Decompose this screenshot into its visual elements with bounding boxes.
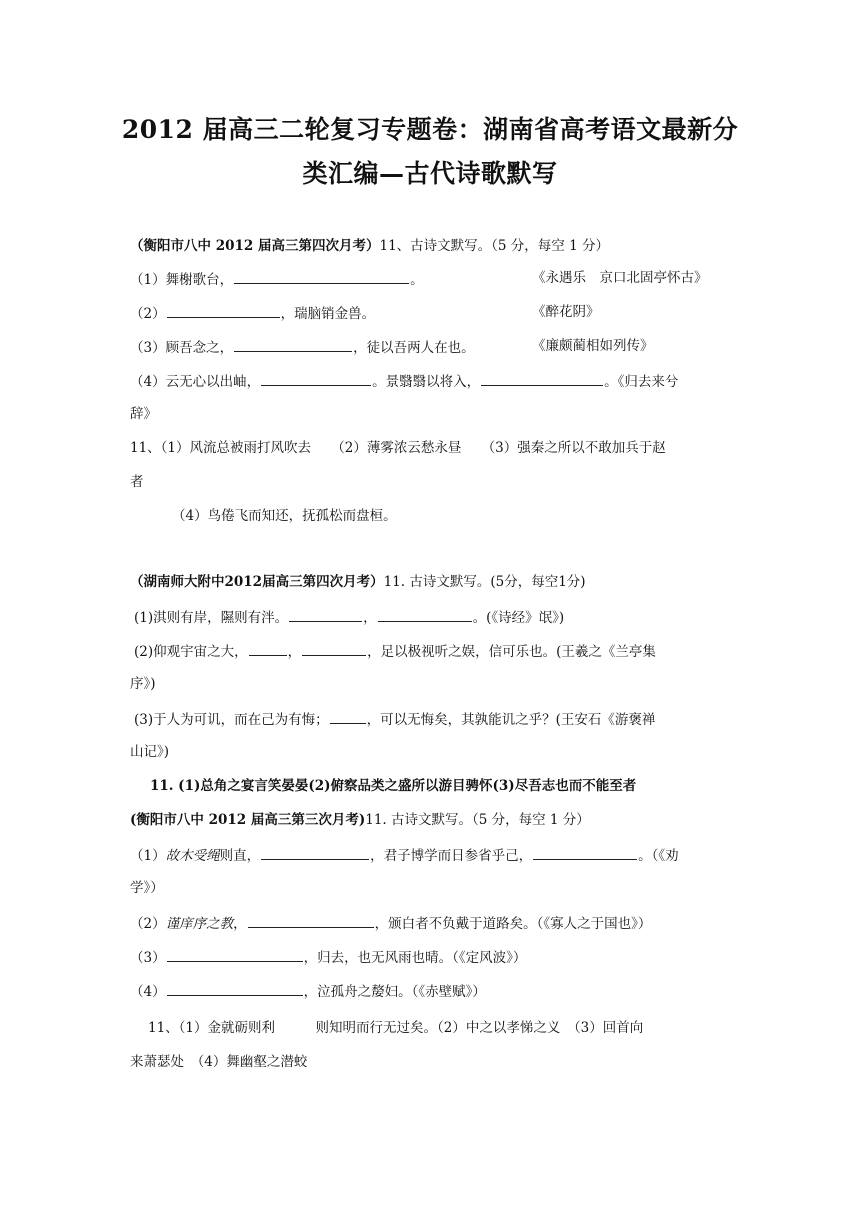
answer-blank — [234, 336, 352, 352]
answer-blank — [167, 302, 280, 318]
section2-q2-cont: 序》) — [130, 676, 156, 692]
answer-blank — [378, 606, 472, 622]
section1-q2-source: 《醉花阴》 — [532, 304, 600, 320]
section1-header — [130, 236, 609, 256]
answer-blank — [167, 980, 303, 996]
question-text: ， — [233, 916, 247, 932]
section2-q2 — [134, 640, 656, 662]
question-text: (2)仰观宇宙之大， — [134, 644, 248, 660]
section3-heading: 11. 古诗文默写。（5 分，每空 1 分） — [365, 812, 590, 828]
question-text: （3）顾吾念之， — [130, 340, 234, 356]
answer-blank — [481, 370, 603, 386]
question-text-italic: 谨庠序之教 — [165, 916, 234, 932]
section3-q1 — [130, 844, 679, 866]
section2-header — [130, 572, 586, 592]
question-text: ，颁白者不负戴于道路矣。（《寡人之于国也》） — [374, 916, 652, 932]
answer-blank — [234, 268, 409, 284]
question-text: （3） — [130, 950, 166, 966]
section3-header — [130, 810, 590, 830]
section2-source: （湖南师大附中2012届高三第四次月考） — [130, 574, 384, 590]
question-text: （2） — [130, 916, 166, 932]
section2-q3 — [134, 708, 655, 730]
document-title-line-1: 2012 届高三二轮复习专题卷：湖南省高考语文最新分 — [121, 115, 739, 144]
answer-blank — [248, 912, 374, 928]
section3-answer-line-2: 来萧瑟处 （4）舞幽壑之潜蛟 — [130, 1054, 308, 1070]
answer-blank — [249, 640, 287, 656]
section3-q2 — [130, 912, 651, 934]
answer-blank — [302, 640, 366, 656]
section1-answer-line-1: 11、（1）风流总被雨打风吹去 （2）薄雾浓云愁永昼 （3）强秦之所以不敢加兵于赵 — [130, 440, 666, 456]
section1-q4-cont: 辞》 — [130, 406, 157, 422]
question-text: ，可以无悔矣，其孰能讥之乎？(王安石《游褒禅 — [366, 712, 656, 728]
section3-source: (衡阳市八中 2012 届高三第三次月考) — [130, 812, 366, 828]
answer-blank — [261, 370, 371, 386]
question-text: ，泣孤舟之嫠妇。（《赤壁赋》） — [303, 984, 486, 1000]
question-text: 。《归去来兮 — [604, 374, 679, 390]
question-text: 。景翳翳以将入， — [372, 374, 481, 390]
section2-heading: 11. 古诗文默写。(5分，每空1分) — [383, 574, 586, 590]
section1-heading: 11、古诗文默写。（5 分，每空 1 分） — [379, 238, 609, 254]
section2-answer: 11. (1)总角之宴言笑晏晏(2)俯察品类之盛所以游目骋怀(3)尽吾志也而不能至者 — [150, 778, 637, 794]
section3-answer-line-1: 11、（1）金就砺则利 则知明而行无过矣。（2）中之以孝悌之义 （3）回首向 — [148, 1020, 644, 1036]
section1-q3-source: 《廉颇蔺相如列传》 — [532, 338, 654, 354]
question-text: 。(《诗经》氓》) — [472, 610, 565, 626]
answer-blank — [289, 606, 362, 622]
question-text: （4）云无心以出岫， — [130, 374, 261, 390]
answer-blank — [167, 946, 303, 962]
question-text: 则直， — [219, 848, 261, 864]
document-title-line-2: 类汇编—古代诗歌默写 — [302, 159, 558, 188]
question-text: (3)于人为可讥，而在己为有悔； — [134, 712, 329, 728]
question-text: （1） — [130, 848, 166, 864]
question-text: ，徒以吾两人在也。 — [353, 340, 475, 356]
question-text: ，瑞脑销金兽。 — [280, 306, 376, 322]
section1-q2 — [130, 302, 375, 324]
section1-q4 — [130, 370, 678, 392]
section1-q1 — [130, 268, 424, 290]
question-text: ， — [287, 644, 302, 660]
section3-q3 — [130, 946, 526, 968]
answer-blank — [330, 708, 366, 724]
question-text: ，归去，也无风雨也晴。（《定风波》） — [303, 950, 527, 966]
question-text: （1）舞榭歌台， — [130, 272, 234, 288]
question-text: (1)淇则有岸，隰则有泮。 — [134, 610, 289, 626]
question-text-italic: 故木受绳 — [165, 848, 220, 864]
question-text: ，君子博学而日参省乎己， — [370, 848, 533, 864]
section1-answer-line-2: 者 — [130, 474, 144, 490]
section2-q1 — [134, 606, 564, 628]
question-text: （2） — [130, 306, 166, 322]
question-text: ， — [363, 610, 377, 626]
question-text: 。 — [410, 272, 424, 288]
question-text: （4） — [130, 984, 166, 1000]
section2-q3-cont: 山记》) — [130, 744, 170, 760]
answer-blank — [533, 844, 637, 860]
question-text: 。（《劝 — [638, 848, 679, 864]
section1-q3 — [130, 336, 475, 358]
section3-q1-cont: 学》） — [130, 880, 164, 896]
section1-q1-source: 《永遇乐 京口北固亭怀古》 — [532, 270, 708, 286]
section1-answer-line-3: （4）鸟倦飞而知还，抚孤松而盘桓。 — [172, 508, 397, 524]
question-text: ，足以极视听之娱，信可乐也。(王羲之《兰亭集 — [367, 644, 656, 660]
section3-q4 — [130, 980, 486, 1002]
answer-blank — [261, 844, 369, 860]
section1-source: （衡阳市八中 2012 届高三第四次月考） — [130, 238, 380, 254]
